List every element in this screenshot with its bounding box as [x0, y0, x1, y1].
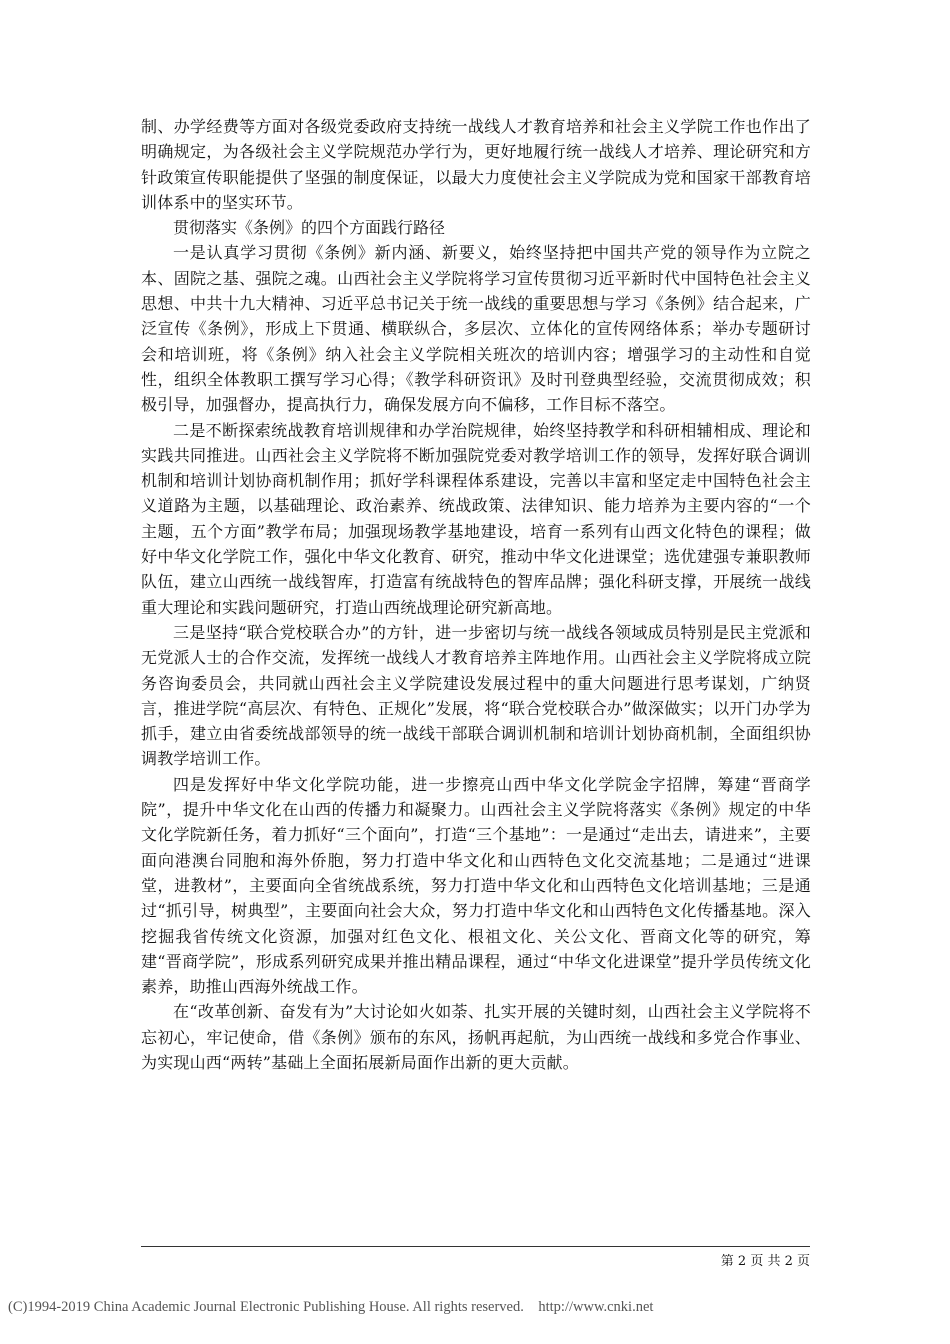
cnki-url: http://www.cnki.net — [538, 1299, 654, 1315]
page-number: 第 2 页 共 2 页 — [720, 1254, 810, 1269]
paragraph-2: 二是不断探索统战教育培训规律和办学治院规律，始终坚持教学和科研相辅相成、理论和实践共同推进。山西社会主义学院将不断加强院党委对教学培训工作的领导，发挥好联合调训机制和培训计划协商机制作用；抓好学科课程体系建设，完善以丰富和坚定走中国特色社会主义道路为主题，以基础理论、政治素养、统战政策、法律知识、能力培养为主要内容的“一个主题，五个方面”教学布局；加强现场教学基地建设，培育一系列有山西文化特色的课程；做好中华文化学院工作，强化中华文化教育、研究，推动中华文化进课堂；选优建强专兼职教师队伍，建立山西统一战线智库，打造富有统战特色的智库品牌；强化科研支撑，开展统一战线重大理论和实践问题研究，打造山西统战理论研究新高地。 — [141, 420, 811, 617]
copyright-text: (C)1994-2019 China Academic Journal Electronic Publishing House. All rights reserved. — [8, 1299, 524, 1315]
paragraph-1: 一是认真学习贯彻《条例》新内涵、新要义，始终坚持把中国共产党的领导作为立院之本、固院之基、强院之魂。山西社会主义学院将学习宣传贯彻习近平新时代中国特色社会主义思想、中共十九大精神、习近平总书记关于统一战线的重要思想与学习《条例》结合起来，广泛宣传《条例》，形成上下贯通、横联纵合，多层次、立体化的宣传网络体系；举办专题研讨会和培训班，将《条例》纳入社会主义学院相关班次的培训内容；增强学习的主动性和自觉性，组织全体教职工撰写学习心得；《教学科研资讯》及时刊登典型经验，交流贯彻成效；积极引导，加强督办，提高执行力，确保发展方向不偏移，工作目标不落空。 — [141, 243, 811, 415]
document-body — [141, 114, 811, 1075]
copyright-watermark — [8, 1299, 942, 1316]
paragraph-3: 三是坚持“联合党校联合办”的方针，进一步密切与统一战线各领域成员特别是民主党派和无党派人士的合作交流，发挥统一战线人才教育培养主阵地作用。山西社会主义学院将成立院务咨询委员会，共同就山西社会主义学院建设发展过程中的重大问题进行思考谋划，广纳贤言，推进学院“高层次、有特色、正规化”发展，将“联合党校联合办”做深做实；以开门办学为抓手，建立由省委统战部领导的统一战线干部联合调训机制和培训计划协商机制，全面组织协调教学培训工作。 — [141, 622, 811, 769]
section-heading: 贯彻落实《条例》的四个方面践行路径 — [173, 218, 446, 238]
footer-divider — [141, 1246, 810, 1247]
paragraph-4: 四是发挥好中华文化学院功能，进一步擦亮山西中华文化学院金字招牌，筹建“晋商学院”，提升中华文化在山西的传播力和凝聚力。山西社会主义学院将落实《条例》规定的中华文化学院新任务，着力抓好“三个面向”，打造“三个基地”：一是通过“走出去，请进来”，主要面向港澳台同胞和海外侨胞，努力打造中华文化和山西特色文化交流基地；二是通过“进课堂，进教材”，主要面向全省统战系统，努力打造中华文化和山西特色文化培训基地；三是通过“抓引导，树典型”，主要面向社会大众，努力打造中华文化和山西特色文化传播基地。深入挖掘我省传统文化资源，加强对红色文化、根祖文化、关公文化、晋商文化等的研究，筹建“晋商学院”，形成系列研究成果并推出精品课程，通过“中华文化进课堂”提升学员传统文化素养，助推山西海外统战工作。 — [141, 774, 811, 997]
paragraph-continued: 制、办学经费等方面对各级党委政府支持统一战线人才教育培养和社会主义学院工作也作出了明确规定，为各级社会主义学院规范办学行为，更好地履行统一战线人才培养、理论研究和方针政策宣传职能提供了坚强的制度保证，以最大力度使社会主义学院成为党和国家干部教育培训体系中的坚实环节。 — [141, 117, 811, 212]
paragraph-5: 在“改革创新、奋发有为”大讨论如火如荼、扎实开展的关键时刻，山西社会主义学院将不忘初心，牢记使命，借《条例》颁布的东风，扬帆再起航，为山西统一战线和多党合作事业、为实现山西“两转”基础上全面拓展新局面作出新的更大贡献。 — [141, 1002, 811, 1072]
